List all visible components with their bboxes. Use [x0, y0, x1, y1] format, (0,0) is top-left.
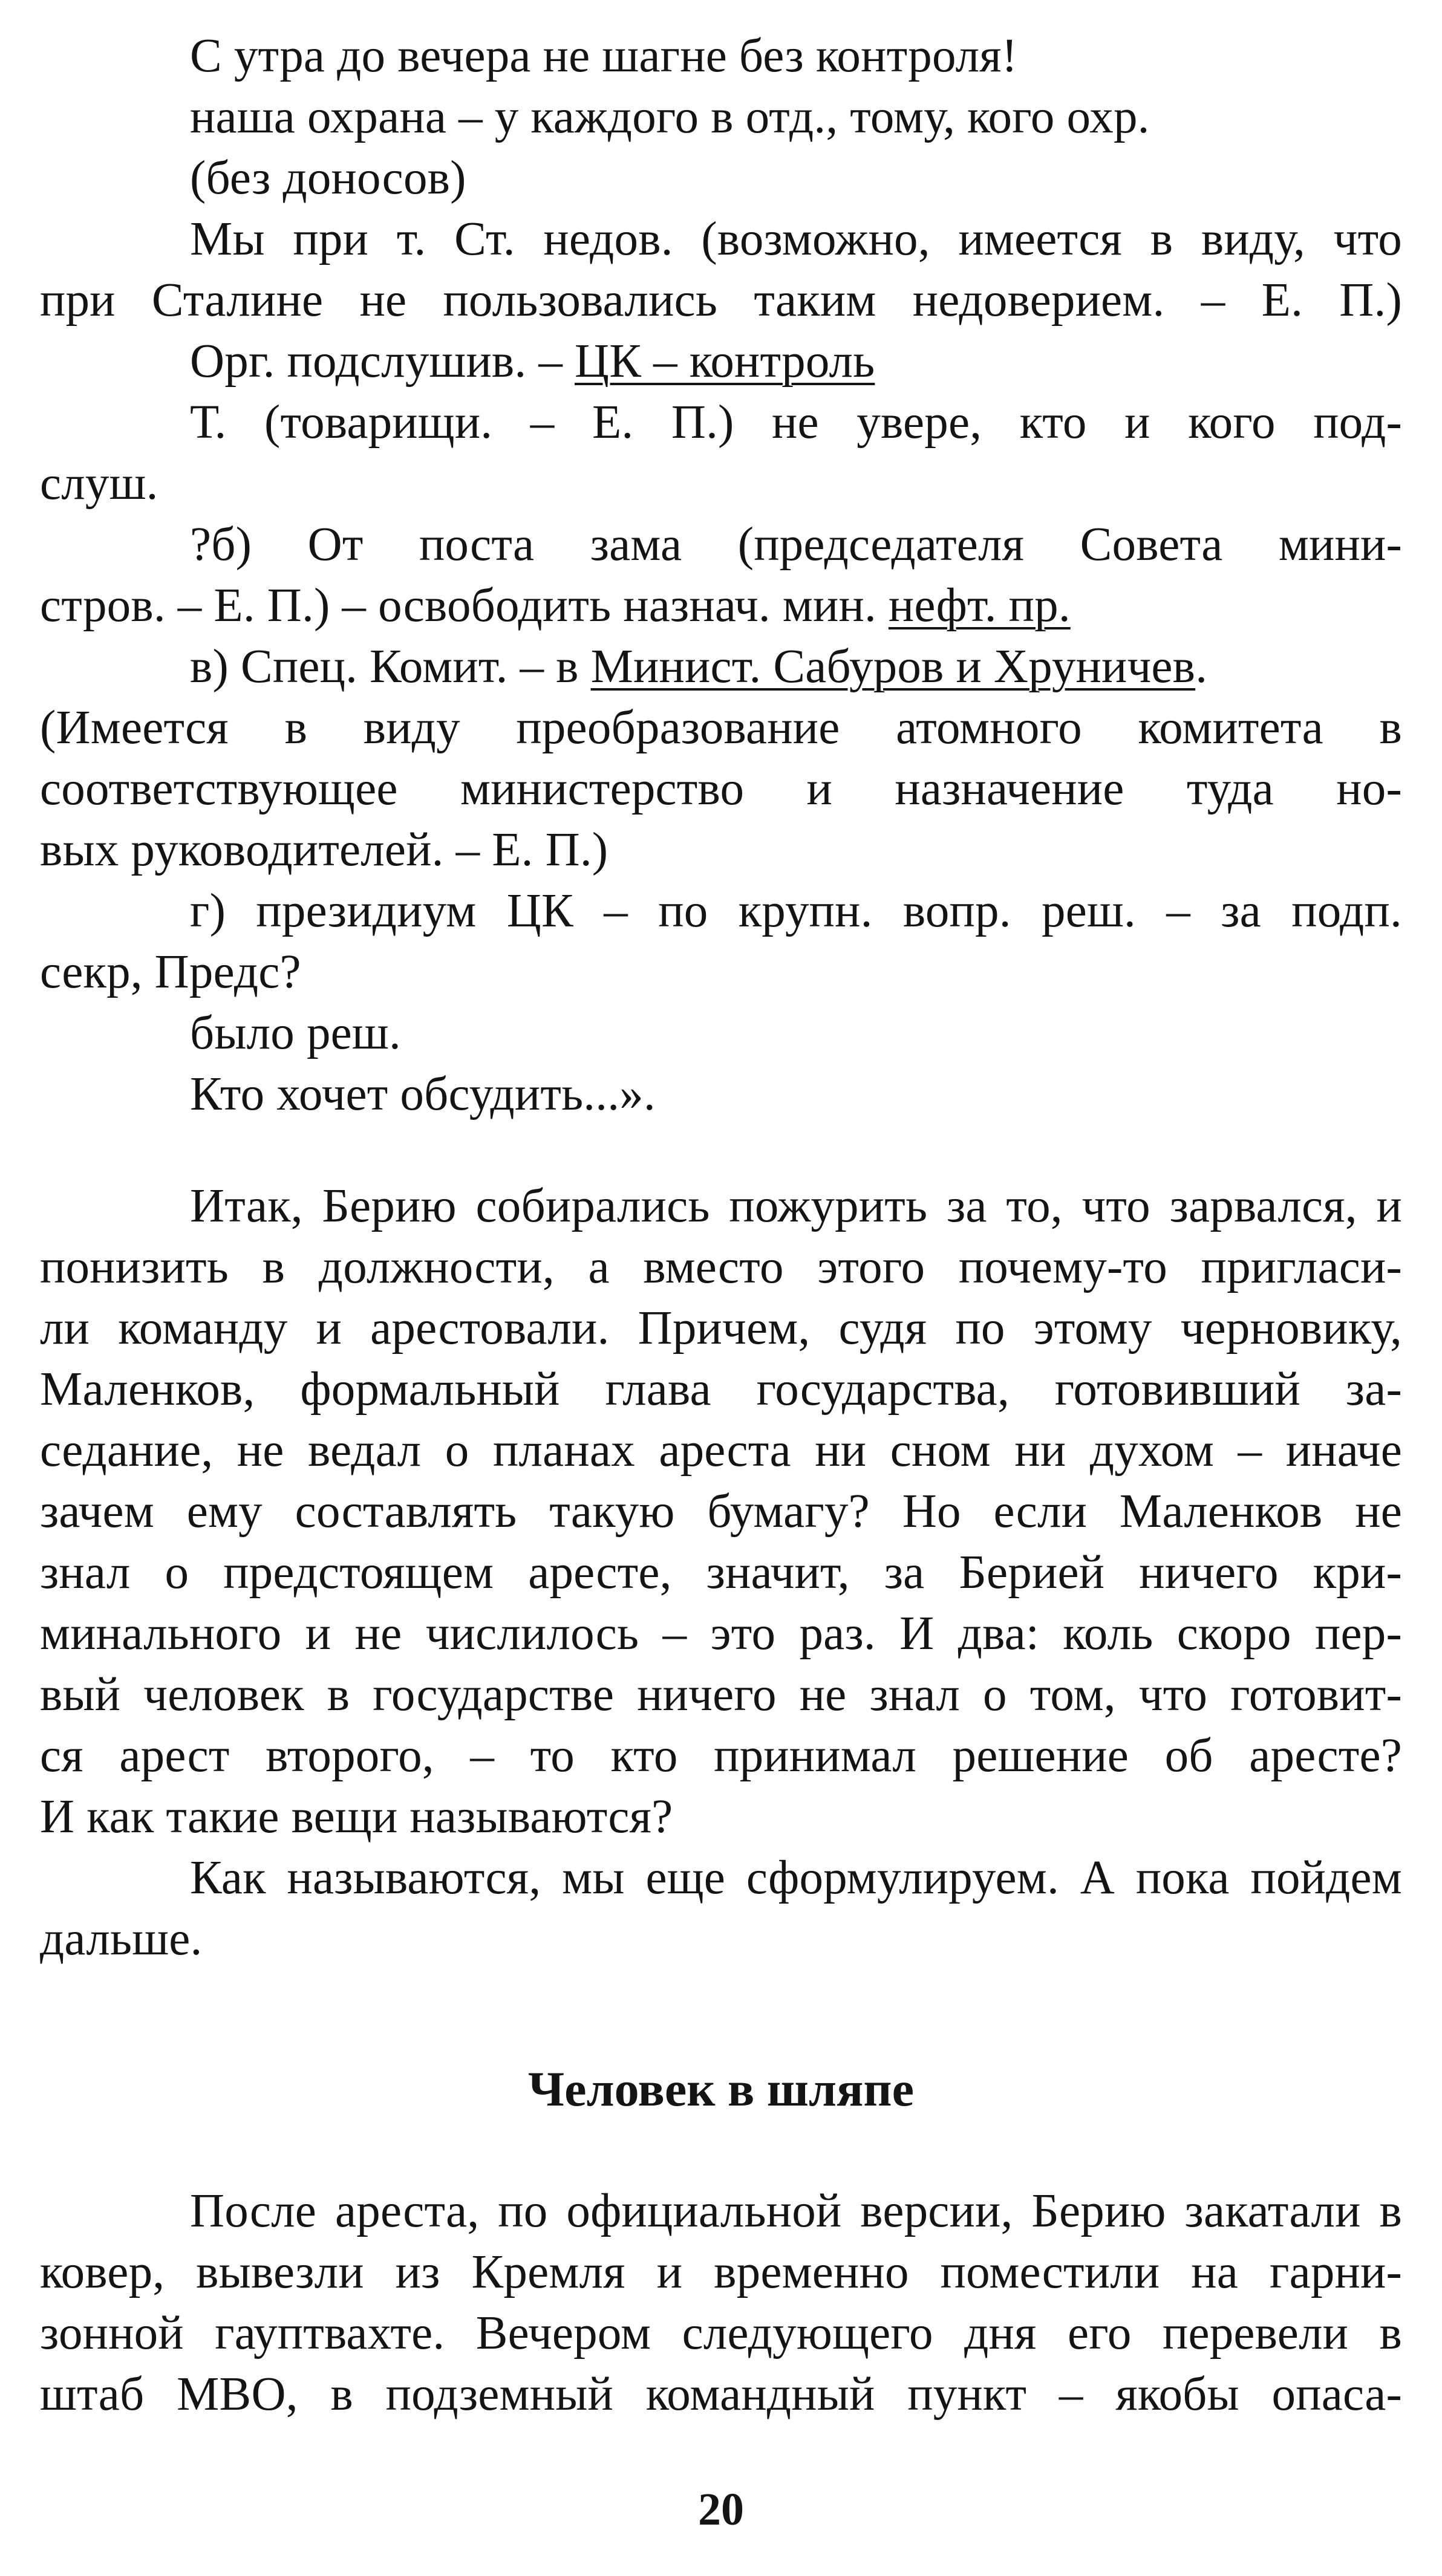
underlined-text: нефт. пр. — [888, 579, 1071, 632]
quote-line: наша охрана – у каждого в отд., тому, кого охр. — [190, 91, 1150, 143]
quote-line: Кто хочет обсудить...». — [190, 1068, 656, 1120]
paragraph-line: ковер, вывезли из Кремля и временно поместили на гарни- — [40, 2246, 1402, 2298]
quote-line: С утра до вечера не шагне без контроля! — [190, 30, 1018, 82]
section-heading: Человек в шляпе — [528, 2061, 914, 2116]
quote-line: Мы при т. Ст. недов. (возможно, имеется в виду, что — [190, 213, 1402, 265]
quote-line: секр, Предс? — [40, 946, 301, 998]
quote-line — [40, 331, 1402, 392]
paragraph-line: понизить в должности, а вместо этого почему-то пригласи- — [40, 1241, 1402, 1293]
quote-line: было реш. — [190, 1007, 401, 1059]
quote-text: в) Спец. Комит. – в — [190, 640, 591, 693]
quote-line: г) президиум ЦК – по крупн. вопр. реш. – за подп. — [190, 885, 1402, 937]
page-number: 20 — [698, 2484, 744, 2535]
paragraph-line: знал о предстоящем аресте, значит, за Берией ничего кри- — [40, 1546, 1402, 1599]
paragraph-line: минального и не числилось – это раз. И два: коль скоро пер- — [40, 1607, 1402, 1660]
quote-text: стров. – Е. П.) – освободить назнач. мин. — [40, 579, 889, 632]
quote-line: (без доносов) — [190, 152, 466, 204]
paragraph-line: дальше. — [40, 1913, 203, 1965]
quote-line: слуш. — [40, 457, 158, 510]
paragraph-line: зачем ему составлять такую бумагу? Но если Маленков не — [40, 1485, 1402, 1538]
paragraph-line: Как называются, мы еще сформулируем. А пока пойдем — [190, 1852, 1402, 1904]
quoted-draft-notes — [40, 25, 1402, 1125]
quote-line: соответствующее министерство и назначение туда но- — [40, 763, 1402, 815]
body-paragraph — [40, 2181, 1402, 2425]
underlined-text: ЦК – контроль — [575, 335, 875, 388]
quote-line — [40, 636, 1402, 697]
quote-line: Т. (товарищи. – Е. П.) не увере, кто и кого под- — [190, 396, 1402, 449]
paragraph-line: седание, не ведал о планах ареста ни сном ни духом – иначе — [40, 1424, 1402, 1477]
quote-line — [40, 575, 1402, 636]
paragraph-line: Итак, Берию собирались пожурить за то, что зарвался, и — [190, 1180, 1402, 1232]
underlined-text: Минист. Сабуров и Хруничев — [590, 640, 1196, 693]
paragraph-line: штаб МВО, в подземный командный пункт – якобы опаса- — [40, 2368, 1402, 2421]
paragraph-line: После ареста, по официальной версии, Берию закатали в — [190, 2185, 1402, 2237]
quote-line: при Сталине не пользовались таким недоверием. – Е. П.) — [40, 274, 1402, 327]
paragraph-line: ли команду и арестовали. Причем, судя по этому черновику, — [40, 1302, 1402, 1355]
quote-text: Орг. подслушив. – — [190, 335, 575, 388]
paragraph-line: ся арест второго, – то кто принимал решение об аресте? — [40, 1729, 1402, 1782]
body-paragraph — [40, 1176, 1402, 1847]
body-paragraph — [40, 1847, 1402, 1969]
paragraph-line: Маленков, формальный глава государства, готовивший за- — [40, 1363, 1402, 1416]
paragraph-line: вый человек в государстве ничего не знал о том, что готовит- — [40, 1668, 1402, 1721]
quote-line: (Имеется в виду преобразование атомного комитета в — [40, 701, 1402, 754]
paragraph-line: И как такие вещи называются? — [40, 1791, 673, 1843]
quote-line: вых руководителей. – Е. П.) — [40, 824, 608, 876]
quote-line: ?б) От поста зама (председателя Совета мини- — [190, 518, 1402, 571]
paragraph-line: зонной гауптвахте. Вечером следующего дня его перевели в — [40, 2307, 1402, 2360]
quote-text: . — [1195, 640, 1208, 693]
